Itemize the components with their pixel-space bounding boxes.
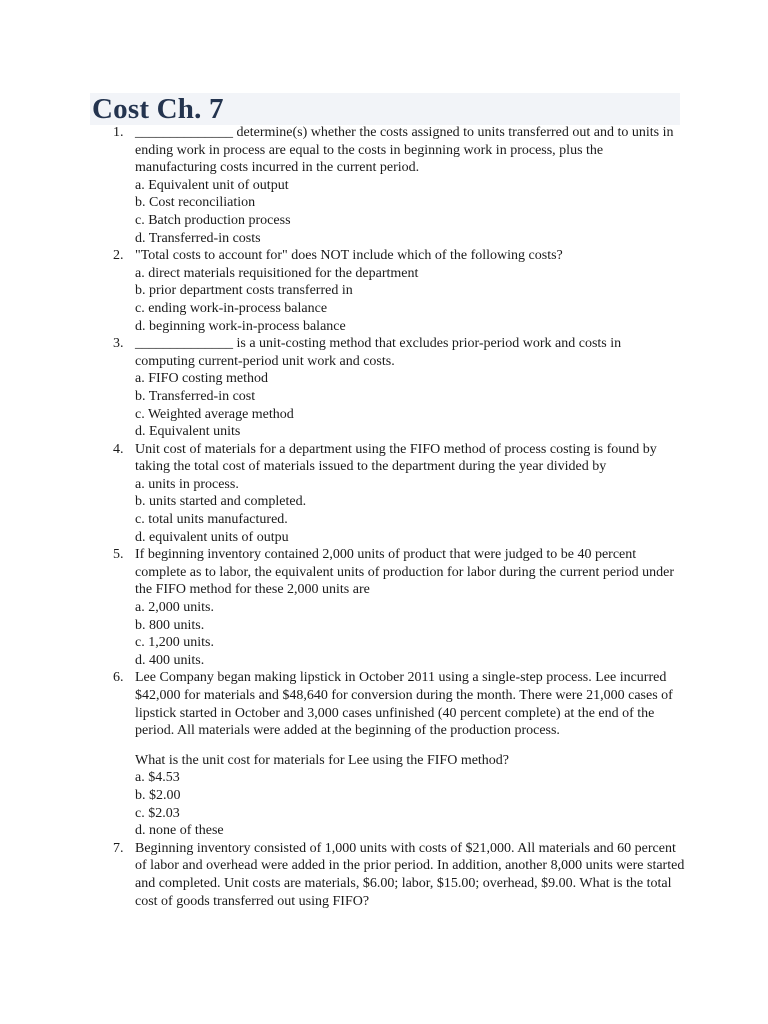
answer-option: d. beginning work-in-process balance xyxy=(135,318,346,334)
answer-option: a. Equivalent unit of output xyxy=(135,177,289,193)
answer-option: c. ending work-in-process balance xyxy=(135,300,328,316)
answer-option: d. equivalent units of outpu xyxy=(135,529,289,545)
question-number: 5. xyxy=(113,547,124,563)
question-stem-line: Lee Company began making lipstick in October 2011 using a single-step process. Lee incurred xyxy=(135,670,667,686)
question-stem-line: and completed. Unit costs are materials, $6.00; labor, $15.00; overhead, $9.00. What is the total xyxy=(135,875,672,891)
answer-option: b. units started and completed. xyxy=(135,494,307,510)
answer-option: b. $2.00 xyxy=(135,787,181,803)
question-body xyxy=(135,335,680,441)
question-number: 6. xyxy=(113,670,124,686)
question-number: 4. xyxy=(113,441,124,457)
question-7 xyxy=(0,840,768,910)
question-4 xyxy=(0,441,768,547)
question-stem-line: $42,000 for materials and $48,640 for conversion during the month. There were 21,000 cases of xyxy=(135,688,673,703)
question-6 xyxy=(0,669,768,839)
answer-option: b. prior department costs transferred in xyxy=(135,283,353,299)
answer-option: c. Batch production process xyxy=(135,212,291,228)
question-list xyxy=(0,124,768,910)
question-5 xyxy=(0,546,768,669)
question-prompt: What is the unit cost for materials for Lee using the FIFO method? xyxy=(135,752,510,768)
question-body xyxy=(135,840,685,910)
question-body xyxy=(135,441,680,547)
question-stem-line: "Total costs to account for" does NOT include which of the following costs? xyxy=(135,248,563,264)
answer-option: a. $4.53 xyxy=(135,770,180,786)
question-body xyxy=(135,546,680,669)
question-stem-line: the FIFO method for these 2,000 units are xyxy=(135,582,370,598)
answer-option: c. Weighted average method xyxy=(135,406,294,422)
question-number: 2. xyxy=(113,248,124,264)
answer-option: a. 2,000 units. xyxy=(135,600,214,616)
question-1 xyxy=(0,124,768,247)
paragraph-gap xyxy=(135,740,680,752)
answer-option: b. 800 units. xyxy=(135,617,205,633)
question-stem-line: Beginning inventory consisted of 1,000 units with costs of $21,000. All materials and 60 percent xyxy=(135,840,676,856)
answer-option: d. 400 units. xyxy=(135,652,205,668)
question-stem-line: ______________ determine(s) whether the costs assigned to units transferred out and to units in xyxy=(135,125,674,140)
question-stem-line: period. All materials were added at the beginning of the production process. xyxy=(135,723,560,739)
answer-option: a. direct materials requisitioned for the department xyxy=(135,265,419,281)
question-stem-line: cost of goods transferred out using FIFO? xyxy=(135,893,370,909)
answer-option: c. total units manufactured. xyxy=(135,512,288,528)
answer-option: b. Transferred-in cost xyxy=(135,388,256,404)
page-title: Cost Ch. 7 xyxy=(92,93,224,125)
answer-option: b. Cost reconciliation xyxy=(135,195,256,211)
answer-option: c. 1,200 units. xyxy=(135,635,214,651)
answer-option: a. FIFO costing method xyxy=(135,371,268,387)
question-stem-line: of labor and overhead were added in the prior period. In addition, another 8,000 units were started xyxy=(135,858,685,874)
question-3 xyxy=(0,335,768,441)
question-body xyxy=(135,124,680,247)
question-stem-line: taking the total cost of materials issued to the department during the year divided by xyxy=(135,459,607,475)
answer-option: d. none of these xyxy=(135,823,224,839)
question-stem-line: lipstick started in October and 3,000 cases unfinished (40 percent complete) at the end of the xyxy=(135,705,655,721)
question-stem-line: manufacturing costs incurred in the current period. xyxy=(135,160,420,176)
question-number: 7. xyxy=(113,840,124,856)
question-stem-line: Unit cost of materials for a department using the FIFO method of process costing is found by xyxy=(135,441,657,457)
question-body xyxy=(135,247,680,335)
question-stem-line: computing current-period unit work and costs. xyxy=(135,353,395,369)
question-stem-line: ending work in process are equal to the costs in beginning work in process, plus the xyxy=(135,142,604,158)
question-stem-line: ______________ is a unit-costing method that excludes prior-period work and costs in xyxy=(135,336,622,352)
answer-option: c. $2.03 xyxy=(135,805,180,821)
answer-option: d. Transferred-in costs xyxy=(135,230,261,246)
answer-option: a. units in process. xyxy=(135,476,239,492)
answer-option: d. Equivalent units xyxy=(135,424,241,440)
question-number: 3. xyxy=(113,336,124,352)
question-2 xyxy=(0,247,768,335)
question-stem-line: complete as to labor, the equivalent units of production for labor during the current period under xyxy=(135,564,675,580)
question-body xyxy=(135,669,680,839)
question-number: 1. xyxy=(113,125,124,140)
question-stem-line: If beginning inventory contained 2,000 units of product that were judged to be 40 percent xyxy=(135,547,637,563)
